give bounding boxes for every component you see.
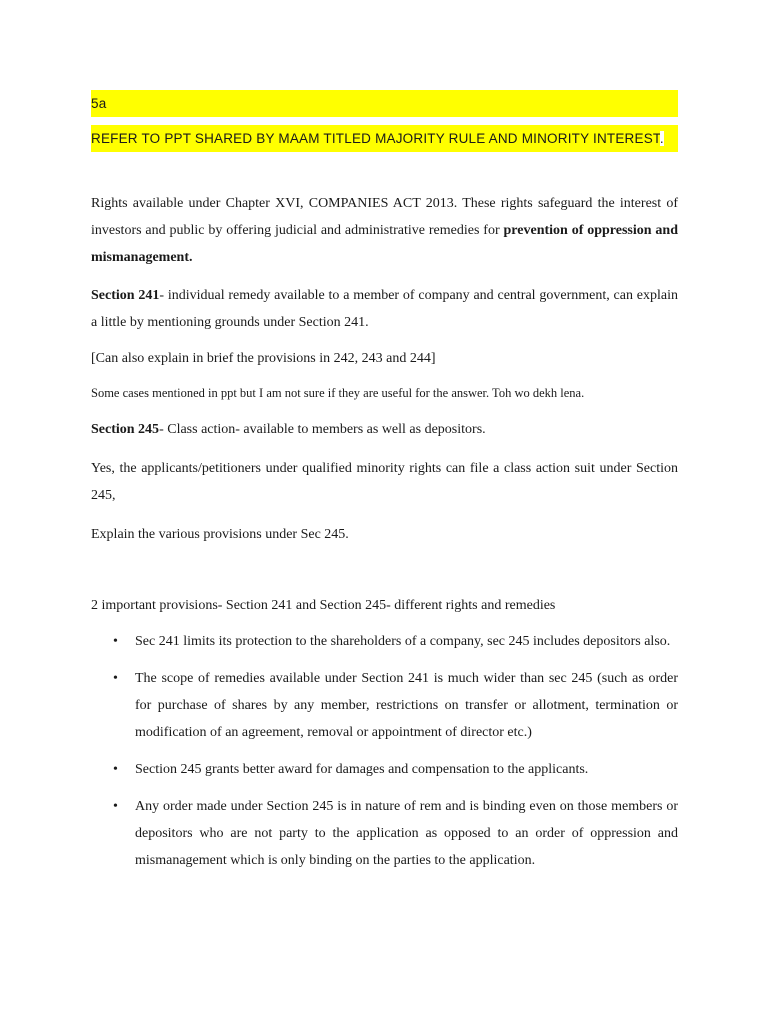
section-heading: 5a (91, 90, 678, 117)
intro-text: Rights available under Chapter XVI, COMPANIES ACT 2013. These rights safeguard the interest of investors and public by offering judicial and administrative remedies for (91, 196, 678, 238)
list-item-text: Any order made under Section 245 is in nature of rem and is binding even on those members or depositors who are not party to the application as opposed to an order of oppression and mismanagement which is only binding on the parties to the application. (135, 799, 678, 868)
list-item (91, 793, 678, 874)
important-provisions-paragraph: 2 important provisions- Section 241 and Section 245- different rights and remedies (91, 598, 556, 613)
section-241-paragraph (91, 282, 678, 336)
intro-paragraph (91, 190, 678, 271)
list-item (91, 756, 678, 783)
bullet-icon: • (113, 799, 118, 814)
class-action-paragraph: Yes, the applicants/petitioners under qualified minority rights can file a class action suit under Section 245, (91, 461, 678, 503)
note-provisions: [Can also explain in brief the provisions in 242, 243 and 244] (91, 351, 436, 366)
highlighted-instruction-text: REFER TO PPT SHARED BY MAAM TITLED MAJORITY RULE AND MINORITY INTEREST (91, 131, 660, 146)
section-245-label: Section 245 (91, 422, 160, 437)
list-item-text: The scope of remedies available under Section 241 is much wider than sec 245 (such as order for purchase of shares by any member, restrictions on transfer or allotment, termination or modification of an agreement, removal or appointment of director etc.) (135, 671, 678, 740)
comparison-list (91, 628, 678, 884)
list-item (91, 628, 678, 655)
list-item (91, 665, 678, 746)
note-cases: Some cases mentioned in ppt but I am not sure if they are useful for the answer. Toh wo dekh lena. (91, 386, 585, 400)
bullet-icon: • (113, 762, 118, 777)
list-item-text: Section 245 grants better award for damages and compensation to the applicants. (135, 762, 589, 777)
section-245-paragraph (91, 416, 678, 443)
section-245-text: - Class action- available to members as well as depositors. (159, 422, 486, 437)
bullet-icon: • (113, 634, 118, 649)
highlighted-instruction: REFER TO PPT SHARED BY MAAM TITLED MAJORITY RULE AND MINORITY INTEREST. (91, 125, 678, 152)
bullet-icon: • (113, 671, 118, 686)
intro-bold-text: prevention of oppression and mismanagement. (91, 223, 678, 265)
section-241-label: Section 241 (91, 288, 160, 303)
list-item-text: Sec 241 limits its protection to the shareholders of a company, sec 245 includes depositors also. (135, 634, 671, 649)
explain-provisions-paragraph: Explain the various provisions under Sec 245. (91, 527, 349, 542)
section-241-text: - individual remedy available to a member of company and central government, can explain a little by mentioning grounds under Section 241. (91, 288, 678, 330)
